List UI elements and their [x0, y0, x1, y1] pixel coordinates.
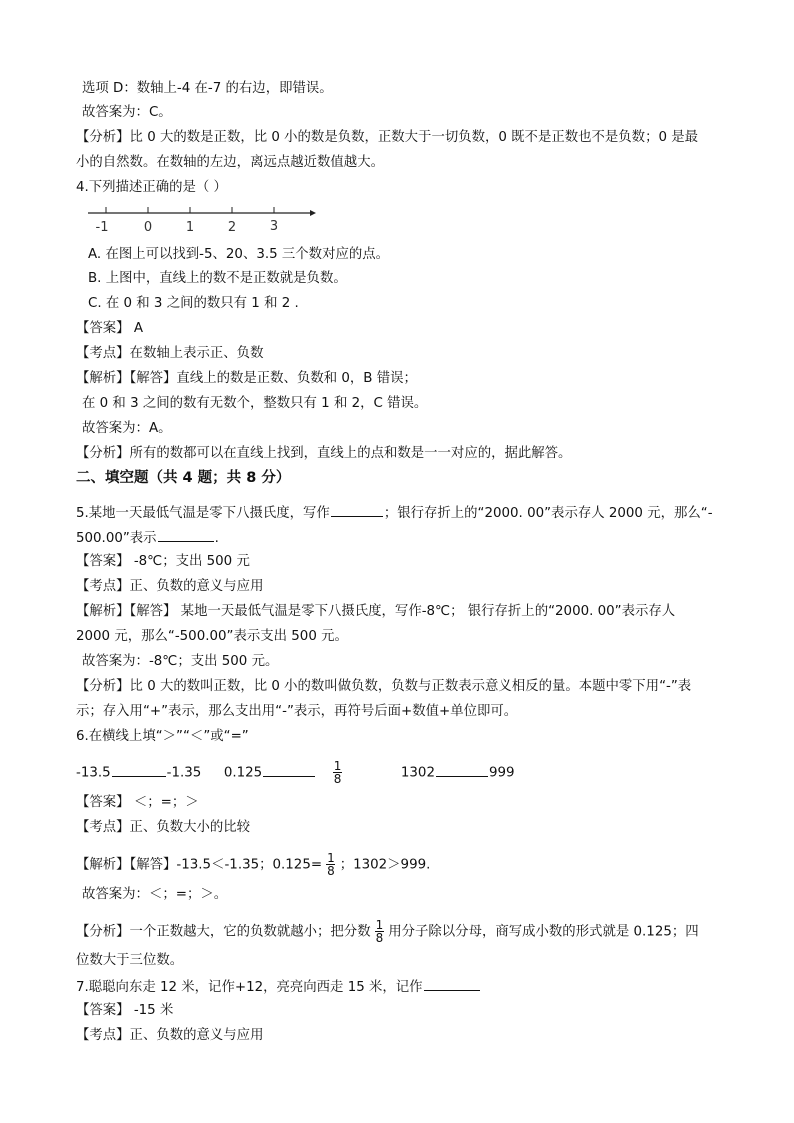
answer-summary: 故答案为：A。	[82, 421, 172, 436]
question-text: 500.00”表示	[76, 531, 157, 546]
tick-label: 0	[143, 220, 153, 234]
fraction	[374, 919, 386, 944]
solution-text: 【解析】【解答】-13.5＜-1.35；0.125=	[76, 857, 323, 873]
fraction	[332, 760, 344, 785]
solution-line: 【解析】【解答】 某地一天最低气温是零下八摄氏度，写作-8℃； 银行存折上的“2000. 00”表示存人	[76, 604, 676, 619]
option-a: A. 在图上可以找到-5、20、3.5 三个数对应的点。	[88, 247, 390, 262]
denominator: 8	[375, 931, 384, 945]
tick-label: -1	[95, 220, 109, 234]
option-c: C. 在 0 和 3 之间的数只有 1 和 2 .	[88, 296, 299, 311]
solution-line: 【解析】【解答】直线上的数是正数、负数和 0，B 错误；	[76, 371, 417, 386]
answer-blank[interactable]	[436, 763, 488, 777]
answer-summary: 故答案为：＜；=；＞。	[82, 887, 228, 902]
option-b: B. 上图中，直线上的数不是正数就是负数。	[88, 271, 347, 286]
answer-summary: 故答案为：-8℃；支出 500 元。	[82, 654, 279, 669]
analysis-line: 位数大于三位数。	[76, 953, 184, 968]
number-line	[84, 204, 324, 234]
analysis-line: 【分析】所有的数都可以在直线上找到，直线上的点和数是一一对应的，据此解答。	[76, 446, 572, 461]
compare-value: -1.35	[166, 765, 202, 781]
answer-blank[interactable]	[112, 763, 166, 777]
solution-line: 2000 元，那么“-500.00”表示支出 500 元。	[76, 629, 348, 644]
option-d-line: 选项 D：数轴上-4 在-7 的右边，即错误。	[82, 81, 333, 96]
answer-summary: 故答案为：C。	[82, 105, 172, 120]
question-7	[76, 977, 481, 997]
analysis-line	[76, 919, 699, 944]
tick-label: 1	[185, 220, 195, 234]
numerator: 1	[327, 851, 335, 865]
compare-value: 0.125	[223, 765, 263, 781]
compare-value: -13.5	[76, 765, 111, 781]
analysis-line: 【分析】比 0 大的数是正数，比 0 小的数是负数，正数大于一切负数，0 既不是正数也不是负数；0 是最	[76, 130, 699, 145]
denominator: 8	[327, 864, 335, 878]
question-6: 6.在横线上填“＞”“＜”或“=”	[76, 729, 249, 744]
answer-blank[interactable]	[424, 977, 480, 991]
tick-label: 3	[269, 219, 279, 234]
answer-blank[interactable]	[331, 503, 383, 517]
answer-line: 【答案】 -15 米	[76, 1003, 174, 1018]
answer-blank[interactable]	[158, 528, 214, 542]
numerator: 1	[333, 759, 342, 773]
analysis-line: 【分析】比 0 大的数叫正数，比 0 小的数叫做负数，负数与正数表示意义相反的量。本题中零下用“-”表	[76, 679, 692, 694]
solution-line: 在 0 和 3 之间的数有无数个，整数只有 1 和 2，C 错误。	[82, 396, 428, 411]
topic-line: 【考点】正、负数的意义与应用	[76, 579, 264, 594]
answer-blank[interactable]	[263, 763, 315, 777]
analysis-text: 【分析】一个正数越大，它的负数就越小；把分数	[76, 924, 371, 940]
question-6-items	[76, 760, 515, 785]
question-text: 5.某地一天最低气温是零下八摄氏度，写作	[76, 506, 330, 521]
section-heading: 二、填空题（共 4 题；共 8 分）	[76, 470, 291, 486]
analysis-text: 用分子除以分母，商写成小数的形式就是 0.125；四	[388, 924, 699, 940]
compare-value: 999	[488, 765, 515, 781]
question-text: ；银行存折上的“2000. 00”表示存人 2000 元，那么“-	[383, 506, 713, 521]
fraction	[325, 852, 337, 877]
arrow-right-icon	[310, 210, 316, 216]
analysis-line: 示；存入用“+”表示，那么支出用“-”表示，再符号后面+数值+单位即可。	[76, 704, 518, 719]
question-4: 4.下列描述正确的是（ ）	[76, 180, 227, 195]
answer-line: 【答案】 -8℃；支出 500 元	[76, 554, 250, 569]
solution-line	[76, 852, 430, 877]
answer-line: 【答案】 A	[76, 321, 143, 336]
question-text: 7.聪聪向东走 12 米，记作+12，亮亮向西走 15 米，记作	[76, 980, 423, 995]
compare-value: 1302	[400, 765, 435, 781]
denominator: 8	[333, 772, 342, 786]
answer-line: 【答案】 ＜；=；＞	[76, 795, 199, 810]
analysis-line: 小的自然数。在数轴的左边，离远点越近数值越大。	[76, 155, 384, 170]
topic-line: 【考点】正、负数的意义与应用	[76, 1028, 264, 1043]
question-5-cont	[76, 528, 219, 548]
numerator: 1	[375, 918, 384, 932]
question-text: .	[214, 531, 219, 546]
topic-line: 【考点】正、负数大小的比较	[76, 820, 251, 835]
question-5	[76, 503, 713, 523]
topic-line: 【考点】在数轴上表示正、负数	[76, 346, 264, 361]
tick-label: 2	[227, 220, 237, 234]
solution-text: ；1302＞999.	[339, 857, 431, 873]
